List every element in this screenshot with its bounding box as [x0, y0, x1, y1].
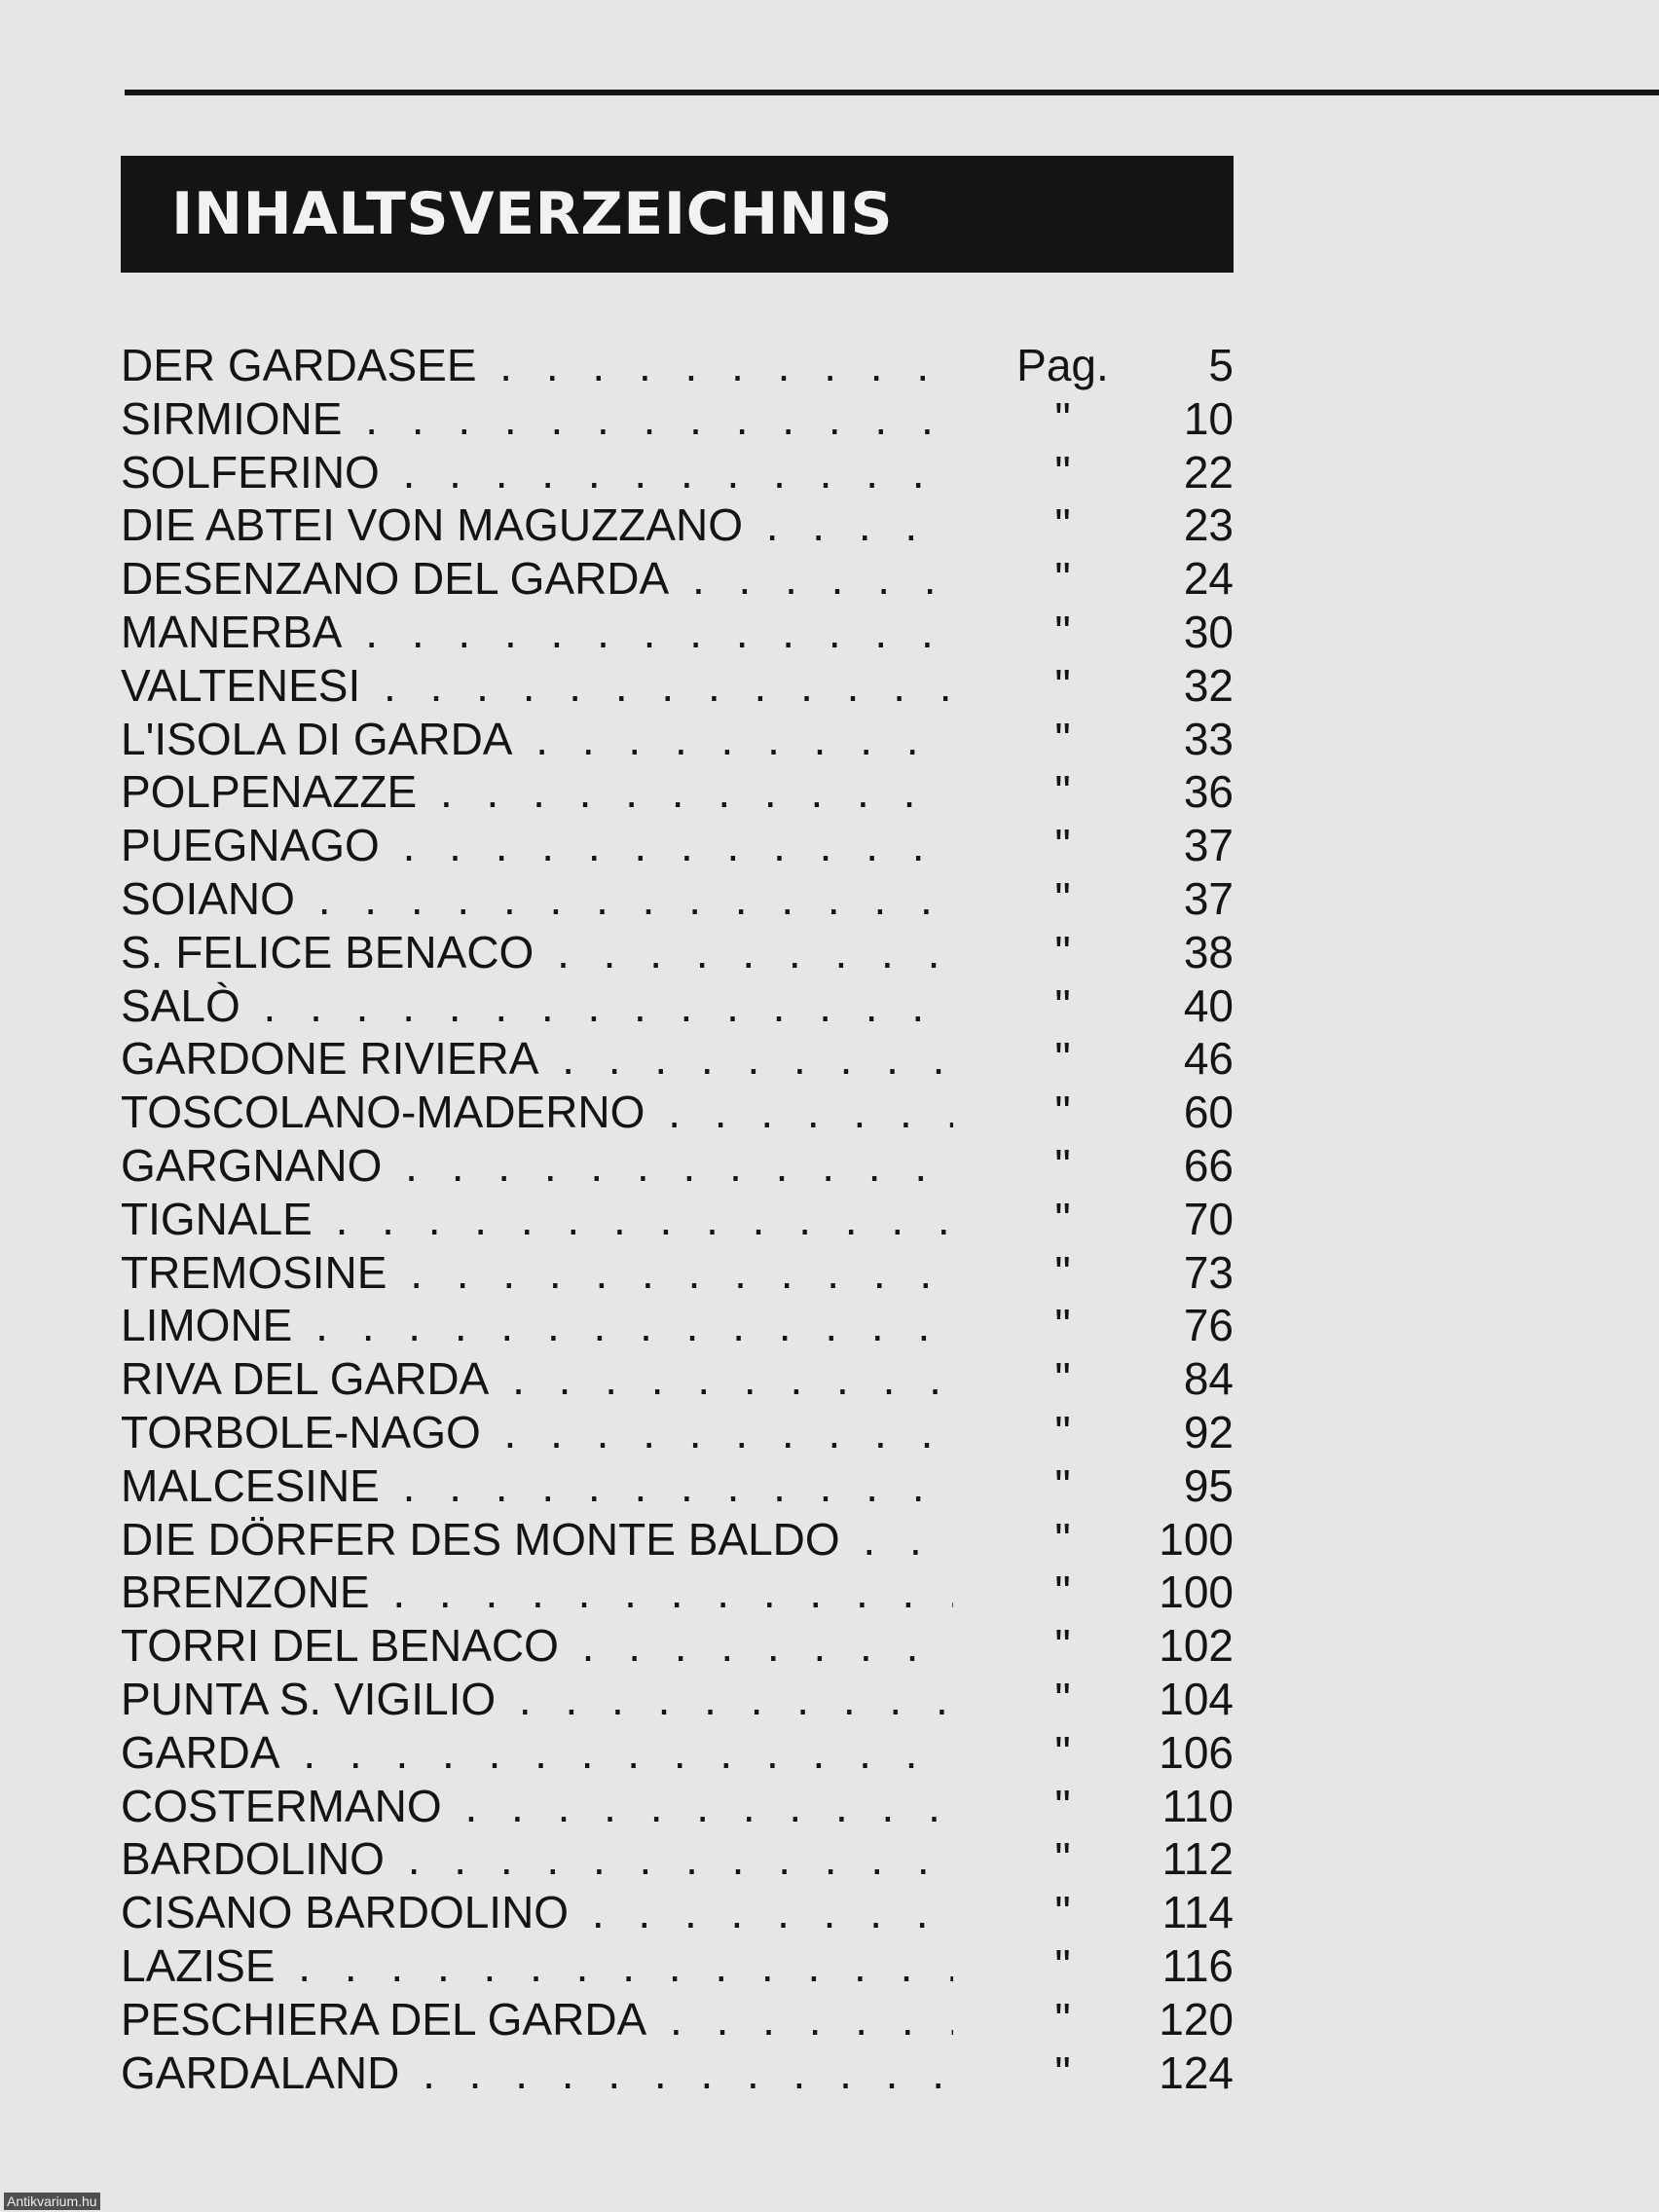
toc-entry-page-number: 70 [1183, 1193, 1234, 1244]
toc-entry [121, 392, 1234, 446]
toc-entry [121, 1939, 1234, 1993]
toc-entry-page-label: " [1054, 1033, 1071, 1085]
toc-entry-page-number: 104 [1159, 1673, 1234, 1724]
toc-entry-page-number: 110 [1161, 1780, 1234, 1831]
toc-entry-page-number: 10 [1183, 392, 1234, 444]
toc-entry-title: CISANO BARDOLINO . . . [121, 1886, 953, 1939]
toc-entry-title: LIMONE . . . [121, 1299, 953, 1352]
top-rule [125, 90, 1659, 95]
toc-entry-page-number: 66 [1183, 1139, 1234, 1191]
toc-entry [121, 1673, 1234, 1726]
toc-entry-page-label: " [1054, 1246, 1071, 1298]
toc-entry-page-number: 100 [1159, 1513, 1234, 1565]
toc-entry-page-number: 100 [1159, 1567, 1234, 1618]
toc-entry-page-label: " [1054, 1139, 1071, 1191]
toc-entry [121, 1139, 1234, 1193]
toc-entry [121, 1993, 1234, 2046]
page-title: INHALTSVERZEICHNIS [171, 180, 894, 248]
toc-entry-page-number: 22 [1183, 446, 1234, 498]
toc-entry-page-label: " [1054, 1459, 1071, 1511]
toc-entry-page-number: 120 [1159, 1993, 1234, 2045]
toc-entry-page-number: 46 [1183, 1033, 1234, 1085]
toc-entry [121, 1193, 1234, 1246]
toc-entry-title: SOLFERINO . . . [121, 446, 953, 499]
toc-entry-page-number: 92 [1183, 1406, 1234, 1457]
toc-entry [121, 1566, 1234, 1619]
toc-entry [121, 872, 1234, 926]
toc-entry-page-label: " [1054, 1887, 1071, 1938]
toc-entry-title: LAZISE . . . [121, 1939, 953, 1993]
toc-entry-title: GARDONE RIVIERA . . . [121, 1032, 953, 1086]
toc-entry-title: MANERBA . . . [121, 606, 953, 659]
toc-entry-page-number: 24 [1183, 553, 1234, 605]
toc-entry-page-label: " [1054, 1673, 1071, 1724]
toc-entry-title: GARDA . . . [121, 1726, 953, 1780]
toc-entry [121, 713, 1234, 766]
toc-entry-page-label: " [1054, 1939, 1071, 1991]
toc-entry [121, 1832, 1234, 1886]
toc-entry-title: SOIANO . . . [121, 872, 953, 926]
toc-entry-title: SIRMIONE . . . [121, 392, 953, 446]
toc-entry [121, 926, 1234, 979]
toc-entry-page-label: " [1054, 1833, 1071, 1885]
toc-entry-title: DIE ABTEI VON MAGUZZANO . . . [121, 498, 953, 552]
toc-entry-title: GARDALAND . . . [121, 2046, 953, 2100]
title-bar [121, 156, 1234, 273]
toc-entry-title: VALTENESI . . . [121, 659, 953, 713]
toc-entry-page-label: " [1054, 499, 1071, 551]
toc-entry-page-label: " [1054, 713, 1071, 764]
toc-entry [121, 339, 1234, 392]
toc-entry [121, 659, 1234, 713]
toc-entry [121, 979, 1234, 1033]
toc-entry [121, 1780, 1234, 1833]
toc-entry-page-number: 60 [1183, 1087, 1234, 1138]
toc-entry-title: L'ISOLA DI GARDA . . . [121, 713, 953, 766]
toc-entry-page-label: Pag. [1016, 340, 1109, 390]
toc-entry-page-number: 116 [1161, 1939, 1234, 1991]
toc-entry-title: RIVA DEL GARDA . . . [121, 1352, 953, 1406]
toc-entry-page-label: " [1054, 1353, 1071, 1405]
toc-entry-title: POLPENAZZE . . . [121, 765, 953, 819]
toc-entry-page-number: 102 [1159, 1620, 1234, 1672]
toc-entry-title: MALCESINE . . . [121, 1459, 953, 1513]
toc-entry-page-label: " [1054, 446, 1071, 498]
toc-entry-page-number: 32 [1183, 659, 1234, 711]
toc-entry-page-label: " [1054, 1193, 1071, 1244]
toc-entry [121, 446, 1234, 499]
toc-entry-page-number: 114 [1161, 1887, 1234, 1938]
toc-entry [121, 552, 1234, 606]
toc-entry-page-number: 37 [1183, 872, 1234, 924]
watermark: Antikvarium.hu [4, 2193, 100, 2210]
toc-entry-title: TORRI DEL BENACO . . . [121, 1619, 953, 1673]
toc-entry-title: TREMOSINE . . . [121, 1246, 953, 1300]
toc-entry-page-number: 73 [1183, 1246, 1234, 1298]
toc-entry-title: S. FELICE BENACO . . . [121, 926, 953, 979]
toc-entry-page-label: " [1054, 1406, 1071, 1457]
toc-entry-title: TIGNALE . . . [121, 1193, 953, 1246]
toc-entry-title: TORBOLE-NAGO . . . [121, 1406, 953, 1459]
toc-entry-title: DER GARDASEE . . . [121, 339, 953, 392]
toc-entry-page-number: 95 [1183, 1459, 1234, 1511]
toc-entry-page-number: 112 [1161, 1833, 1234, 1885]
toc-entry [121, 1406, 1234, 1459]
toc-entry [121, 1086, 1234, 1139]
toc-entry-page-number: 40 [1183, 979, 1234, 1031]
toc-entry [121, 1459, 1234, 1513]
toc-entry-page-label: " [1054, 1993, 1071, 2045]
toc-entry-title: PUEGNAGO . . . [121, 819, 953, 872]
toc-entry-page-number: 106 [1159, 1726, 1234, 1778]
toc-entry-page-number: 30 [1183, 606, 1234, 657]
toc-entry-page-label: " [1054, 979, 1071, 1031]
toc-entry-title: COSTERMANO . . . [121, 1780, 953, 1833]
table-of-contents [121, 339, 1234, 2099]
toc-entry [121, 498, 1234, 552]
toc-entry [121, 1726, 1234, 1780]
toc-entry-page-label: " [1054, 1513, 1071, 1565]
toc-entry-page-label: " [1054, 820, 1071, 871]
toc-entry [121, 1513, 1234, 1567]
toc-entry-page-label: " [1054, 1087, 1071, 1138]
toc-entry-title: TOSCOLANO-MADERNO . . . [121, 1086, 953, 1139]
toc-entry [121, 1352, 1234, 1406]
toc-entry-title: DESENZANO DEL GARDA . . . [121, 552, 953, 606]
toc-entry-page-label: " [1054, 553, 1071, 605]
toc-entry-page-label: " [1054, 1620, 1071, 1672]
toc-entry-title: PESCHIERA DEL GARDA . . . [121, 1993, 953, 2046]
toc-entry [121, 765, 1234, 819]
toc-entry-page-number: 124 [1159, 2046, 1234, 2098]
toc-entry-page-number: 38 [1183, 926, 1234, 977]
toc-entry-page-number: 33 [1183, 713, 1234, 764]
toc-entry-title: GARGNANO . . . [121, 1139, 953, 1193]
toc-entry-page-label: " [1054, 766, 1071, 818]
toc-entry-page-number: 23 [1183, 499, 1234, 551]
toc-entry-title: BARDOLINO . . . [121, 1832, 953, 1886]
toc-entry [121, 1886, 1234, 1939]
toc-entry-page-label: " [1054, 1300, 1071, 1351]
toc-entry-page-label: " [1054, 1567, 1071, 1618]
toc-entry-page-label: " [1054, 2046, 1071, 2098]
toc-entry [121, 606, 1234, 659]
toc-entry-page-number: 84 [1183, 1353, 1234, 1405]
toc-entry [121, 819, 1234, 872]
toc-entry [121, 1032, 1234, 1086]
toc-entry-title: BRENZONE . . . [121, 1566, 953, 1619]
toc-entry [121, 1299, 1234, 1352]
toc-entry-page-label: " [1054, 872, 1071, 924]
toc-entry [121, 2046, 1234, 2100]
toc-entry-page-label: " [1054, 1780, 1071, 1831]
toc-entry-title: DIE DÖRFER DES MONTE BALDO . . . [121, 1513, 953, 1567]
toc-entry-page-label: " [1054, 606, 1071, 657]
toc-entry-page-label: " [1054, 926, 1071, 977]
toc-entry-page-label: " [1054, 392, 1071, 444]
toc-entry [121, 1619, 1234, 1673]
toc-entry [121, 1246, 1234, 1300]
toc-entry-page-label: " [1054, 659, 1071, 711]
toc-entry-title: PUNTA S. VIGILIO . . . [121, 1673, 953, 1726]
toc-entry-page-number: 37 [1183, 820, 1234, 871]
toc-entry-title: SALÒ . . . [121, 979, 953, 1033]
toc-entry-page-number: 76 [1183, 1300, 1234, 1351]
toc-entry-page-number: 36 [1183, 766, 1234, 818]
toc-entry-page-label: " [1054, 1726, 1071, 1778]
toc-entry-page-number: 5 [1208, 340, 1234, 390]
